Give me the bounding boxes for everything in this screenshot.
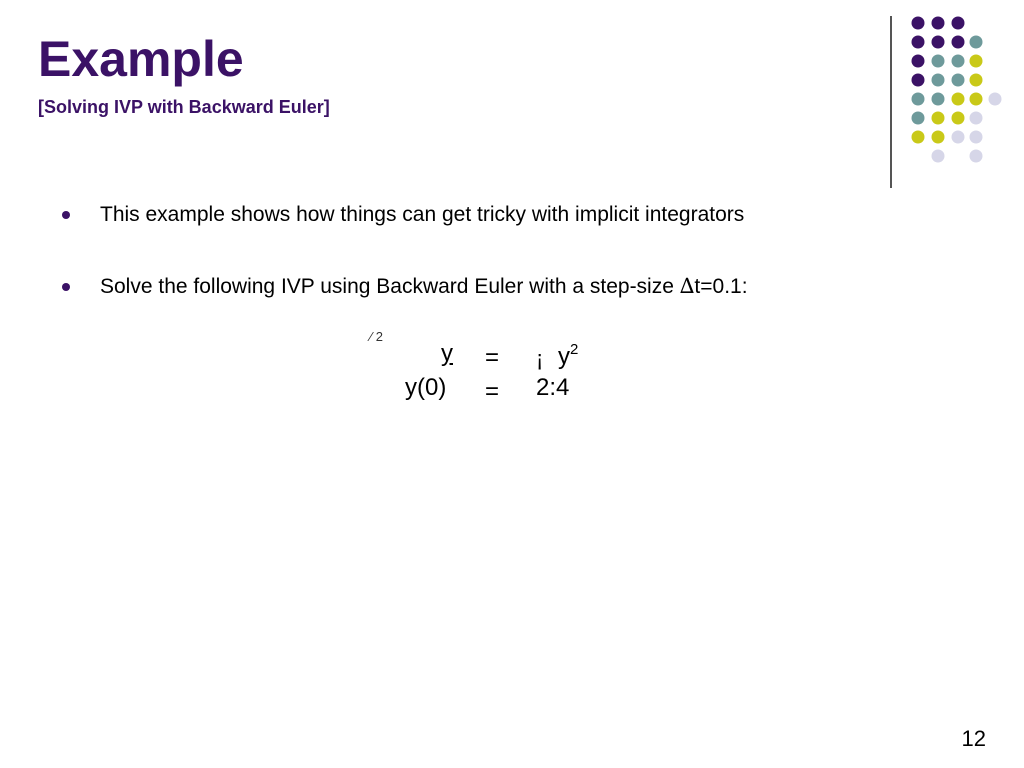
decorative-dot: [912, 36, 925, 49]
decorative-dot: [952, 93, 965, 106]
equation-equals: =: [485, 344, 500, 371]
bullet-point-icon: [62, 211, 70, 219]
decorative-dot: [952, 36, 965, 49]
decorative-dot: [912, 112, 925, 125]
bullet-item: [62, 276, 748, 297]
decorative-dot: [970, 74, 983, 87]
decorative-dot: [912, 93, 925, 106]
equation-exponent: 2: [570, 341, 579, 358]
decorative-dot: [932, 112, 945, 125]
decorative-dot: [952, 74, 965, 87]
decorative-dot: [912, 74, 925, 87]
decorative-dot: [932, 55, 945, 68]
decorative-dot: [932, 17, 945, 30]
equation-lhs-derivative: y: [441, 340, 453, 367]
decorative-dot: [952, 112, 965, 125]
decorative-dot: [912, 131, 925, 144]
decorative-dot: [932, 150, 945, 163]
decorative-dot: [970, 150, 983, 163]
decorative-dot: [932, 93, 945, 106]
decorative-dot: [952, 55, 965, 68]
equation-initial-value: 2:4: [536, 374, 570, 401]
equation-initial-lhs: y(0): [405, 374, 447, 401]
decorative-dot: [932, 74, 945, 87]
divider-line: [890, 16, 892, 188]
page-number: 12: [961, 726, 986, 751]
decorative-dot: [970, 131, 983, 144]
bullet-text: [100, 276, 748, 297]
decorative-dot: [912, 55, 925, 68]
slide-subtitle: [Solving IVP with Backward Euler]: [38, 97, 330, 117]
decorative-dot: [970, 93, 983, 106]
decorative-dot: [989, 93, 1002, 106]
slide-title: Example: [38, 31, 244, 87]
decorative-dot: [912, 17, 925, 30]
decorative-dot: [952, 17, 965, 30]
bullet-text-part: t=0.1:: [694, 275, 748, 298]
equation-minus: ¡: [536, 346, 544, 371]
equation-rhs: [558, 342, 578, 369]
decorative-dot: [952, 131, 965, 144]
decorative-dot: [932, 36, 945, 49]
decorative-dot: [970, 36, 983, 49]
bullet-text: This example shows how things can get tricky with implicit integrators: [100, 203, 745, 226]
decorative-dot: [970, 112, 983, 125]
decorative-dot: [932, 131, 945, 144]
delta-symbol: ∆: [679, 274, 695, 298]
equation-artifact: ⁄ 2: [370, 329, 384, 344]
bullet-item: [62, 204, 744, 225]
equation-rhs-var: y: [558, 343, 570, 370]
decorative-dot: [970, 55, 983, 68]
equation-equals: =: [485, 378, 500, 405]
bullet-text-part: Solve the following IVP using Backward Euler with a step-size: [100, 275, 680, 298]
bullet-point-icon: [62, 283, 70, 291]
